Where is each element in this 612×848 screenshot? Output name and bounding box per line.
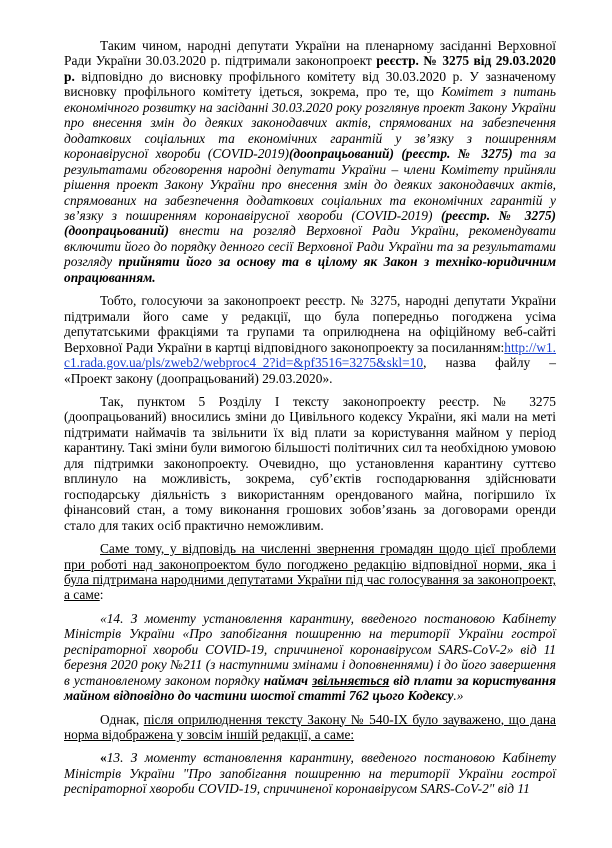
paragraph-published-difference: Однак, після оприлюднення тексту Закону № 540-IX було зауважено, що дана норма відображена у зовсім іншій редакції, а саме:: [64, 711, 556, 743]
document-page: [64, 38, 556, 805]
paragraph-vote-summary: Таким чином, народні депутати України на пленарному засіданні Верховної Ради України 30.03.2020 р. підтримали законопроект реєстр. № 3275 від 29.03.2020 р. відповідно до висновку профільного комітету від 30.03.2020 р. У зазначеному висновку профільного комітету ідеться, зокрема, про те, що Комітет з питань економічного розвитку на засіданні 30.03.2020 року розглянув проект Закону України про внесення змін до деяких законодавчих актів, спрямованих на забезпечення додаткових соціальних та економічних гарантій у зв’язку з поширенням коронавірусної хвороби (COVID-2019)(доопрацьований) (реєстр. № 3275) та за результатами обговорення народні депутати України – члени Комітету прийняли рішення проект Закону України про внесення змін до деяких законодавчих актів, спрямованих на забезпечення додаткових соціальних та економічних гарантій у зв’язку з поширенням коронавірусної хвороби (COVID-2019) (реєстр. № 3275) (доопрацьований) внести на розгляд Верховної Ради України, рекомендувати включити його до порядку денного сесії Верховної Ради України та за результатами розгляду прийняти його за основу та в цілому як Закон з техніко-юридичним опрацюванням.: [64, 38, 557, 285]
bill-card-link[interactable]: http://w1.c1.rada.gov.ua/pls/zweb2/webproc4_2?id=&pf3516=3275&skl=10: [64, 339, 556, 371]
paragraph-civil-code-changes: Так, пунктом 5 Розділу І тексту законопроекту реєстр. № 3275 (доопрацьований) вносились зміни до Цивільного кодексу України, які мали на меті підтримати наймачів та звільнити їх від плати за користування майном у період карантину. Такі зміни були вимогою більшості політичних сил та необхідною умовою для підтримки законопроекту. Очевидно, що установлення карантину суттєво вплинуло на можливість, зокрема, суб’єктів господарювання здійснювати господарську діяльність з використанням орендованого майна, погіршило їх фінансовий стан, а тому виконання грошових зобов’язань за договорами оренди стало для таких осіб практично неможливим.: [64, 393, 556, 533]
paragraph-citizen-appeals: Саме тому, у відповідь на численні звернення громадян щодо цієї проблеми при роботі над законопроектом було погоджено редакцію відповідної норми, яка і була підтримана народними депутатами України під час голосування за законопроект, а саме:: [64, 541, 556, 603]
quote-published-norm: «13. З моменту встановлення карантину, введеного постановою Кабінету Міністрів України "Про запобігання поширенню на території України гострої респіраторної хвороби COVID-19, спричиненої коронавірусом SARS-CoV-2" від 11: [64, 750, 556, 797]
bill-reference: реєстр. № 3275 від 29.03.2020 р.: [64, 53, 556, 84]
paragraph-agreed-edition: Тобто, голосуючи за законопроект реєстр. № 3275, народні депутати України підтримали його саме у редакції, що була попередньо погоджена усіма депутатськими фракціями та групами та оприлюднена на офіційному веб-сайті Верховної Ради України в картці відповідного законопроекту за посиланням:http://w1.c1.rada.gov.ua/pls/zweb2/webproc4_2?id=&pf3516=3275&skl=10, назва файлу – «Проект закону (доопрацьований) 29.03.2020».: [64, 293, 556, 386]
quote-agreed-norm: «14. З моменту установлення карантину, введеного постановою Кабінету Міністрів України «Про запобігання поширенню на території України гострої респіраторної хвороби COVID-19, спричиненої коронавірусом SARS-CoV-2» від 11 березня 2020 року №211 (з наступними змінами і доповненнями) і до його завершення в установленому законом порядку наймач звільняється від плати за користування майном відповідно до частини шостої статті 762 цього Кодексу.»: [64, 610, 556, 704]
